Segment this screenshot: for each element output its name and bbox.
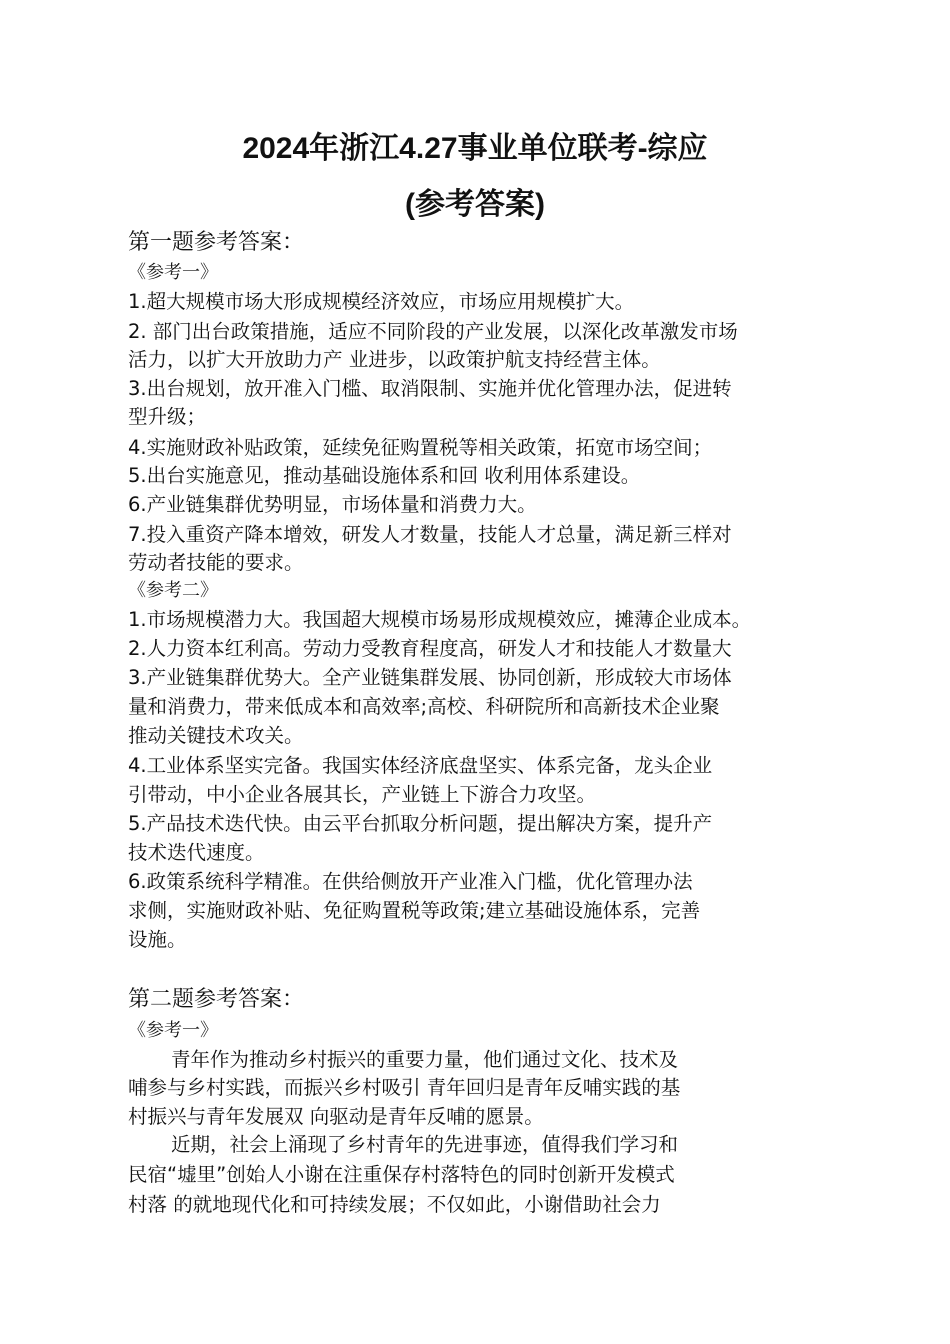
text-line: 村落 的就地现代化和可持续发展；不仅如此，小谢借助社会力: [128, 1193, 661, 1216]
text-line: 1.超大规模市场大形成规模经济效应，市场应用规模扩大。: [128, 290, 635, 313]
text-line: 青年作为推动乡村振兴的重要力量，他们通过文化、技术及: [171, 1048, 679, 1071]
document-title: 2024年浙江4.27事业单位联考-综应: [242, 132, 708, 165]
text-line: 5.产品技术迭代快。由云平台抓取分析问题，提出解决方案，提升产: [128, 812, 713, 835]
text-line: 型升级；: [128, 405, 207, 428]
text-line: 1.市场规模潜力大。我国超大规模市场易形成规模效应，摊薄企业成本。: [128, 608, 752, 631]
text-line: 5.出台实施意见，推动基础设施体系和回 收利用体系建设。: [128, 464, 641, 487]
section-heading-q2: 第二题参考答案：: [128, 987, 305, 1012]
text-line: 6.产业链集群优势明显，市场体量和消费力大。: [128, 493, 537, 516]
text-line: 7.投入重资产降本增效，研发人才数量，技能人才总量，满足新三样对: [128, 523, 732, 546]
reference-tag: 《参考一》: [128, 262, 218, 283]
text-line: 量和消费力，带来低成本和高效率;高校、科研院所和高新技术企业聚: [128, 695, 720, 718]
section-heading-q1: 第一题参考答案：: [128, 230, 305, 255]
reference-tag: 《参考二》: [128, 580, 218, 601]
document-subtitle: (参考答案): [405, 188, 545, 221]
text-line: 村振兴与青年发展双 向驱动是青年反哺的愿景。: [128, 1105, 544, 1128]
text-line: 3.产业链集群优势大。全产业链集群发展、协同创新，形成较大市场体: [128, 666, 732, 689]
text-line: 设施。: [128, 928, 187, 951]
text-line: 6.政策系统科学精准。在供给侧放开产业准入门槛，优化管理办法: [128, 870, 693, 893]
text-line: 民宿“墟里”创始人小谢在注重保存村落特色的同时创新开发模式: [128, 1163, 675, 1186]
text-line: 2.人力资本红利高。劳动力受教育程度高，研发人才和技能人才数量大: [128, 637, 732, 660]
text-line: 引带动，中小企业各展其长，产业链上下游合力攻坚。: [128, 783, 597, 806]
reference-tag: 《参考一》: [128, 1020, 218, 1041]
text-line: 4.工业体系坚实完备。我国实体经济底盘坚实、体系完备，龙头企业: [128, 754, 713, 777]
text-line: 求侧，实施财政补贴、免征购置税等政策;建立基础设施体系，完善: [128, 899, 701, 922]
text-line: 推动关键技术攻关。: [128, 724, 304, 747]
text-line: 4.实施财政补贴政策，延续免征购置税等相关政策，拓宽市场空间；: [128, 436, 713, 459]
text-line: 3.出台规划，放开准入门槛、取消限制、实施并优化管理办法，促进转: [128, 377, 732, 400]
text-line: 哺参与乡村实践，而振兴乡村吸引 青年回归是青年反哺实践的基: [128, 1076, 681, 1099]
text-line: 技术迭代速度。: [128, 841, 265, 864]
text-line: 活力，以扩大开放助力产 业进步，以政策护航支持经营主体。: [128, 348, 661, 371]
text-line: 2. 部门出台政策措施，适应不同阶段的产业发展，以深化改革激发市场: [128, 320, 738, 343]
text-line: 近期，社会上涌现了乡村青年的先进事迹，值得我们学习和: [171, 1133, 679, 1156]
text-line: 劳动者技能的要求。: [128, 551, 304, 574]
